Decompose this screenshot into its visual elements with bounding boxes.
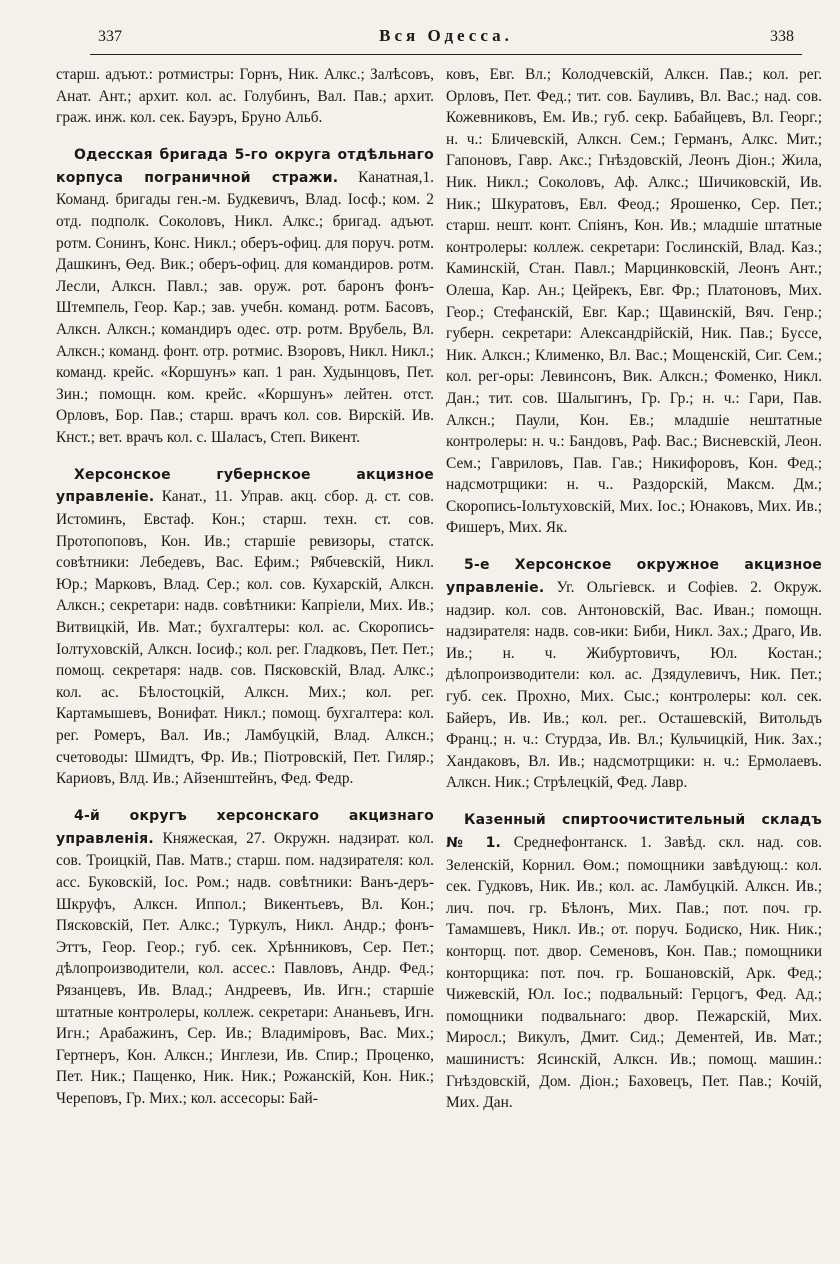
section-body: Уг. Ольгіевск. и Софіев. 2. Окруж. надзир. кол. сов. Антоновскій, Вас. Иван.; помощн. надзирателя: надв. сов-ики: Биби, Никл. Зах.; Драго, Ив. Ив.; н. ч. Жибуртовичъ, Юл. Костан.; дѣлопроизводители: кол. ас. Дзядулевичъ, Ник. Пет.; губ. сек. Прохно, Мих. Сыс.; контролеры: кол. сек. Байеръ, Ив. Ив.; кол. рег.. Осташевскій, Витольдъ Франц.; н. ч.: Стурдза, Ив. Вл.; Кульчицкій, Ник. Зах.; Хандаковъ, Вл. Ив.; надсмотрщики: н. ч.: Ермолаевъ. Алксн. Ник.; Стрѣлецкій, Фед. Лавр. bbox=[446, 579, 822, 792]
left-column bbox=[56, 64, 434, 1117]
section-heading: Одесская бригада 5-го округа отдѣльнаго корпуса пограничной стражи. bbox=[56, 147, 434, 186]
page-number-right: 338 bbox=[770, 28, 794, 45]
section-body: старш. адъют.: ротмистры: Горнъ, Ник. Алкс.; Залѣсовъ, Анат. Ант.; архит. кол. ас. Голубинъ, Вал. Пав.; архит. граж. инж. кол. сек. Бауэръ, Бруно Альб. bbox=[56, 66, 434, 127]
section-5th-district bbox=[446, 554, 822, 794]
page-number-left: 337 bbox=[98, 28, 122, 45]
right-column bbox=[446, 64, 822, 1122]
section-continued bbox=[446, 64, 822, 539]
section-heading: Херсонское губернское акцизное управленіе. bbox=[56, 466, 434, 506]
section-4th-district bbox=[56, 805, 434, 1109]
section-body: Канат., 11. Управ. акц. сбор. д. ст. сов. Истоминъ, Евстаф. Кон.; старш. техн. ст. сов. Протопоповъ, Кон. Ив.; старшіе ревизоры, статск. совѣтники: Лебедевъ, Вас. Ефим.; Рябчевскій, Никл. Юр.; Марковъ, Влад. Сер.; кол. сов. Кухарскій, Алксн. Алксн.; секретари: надв. совѣтники: Капріели, Мих. Ив.; Витвицкій, Ив. Мат.; бухгалтеры: кол. ас. Скоропись-Іолтуховскій, Алксн. Іосиф.; кол. рег. Гладковъ, Пет. Пет.; помощ. секретаря: надв. сов. Пясковскій, Влад. Алкс.; кол. ас. Бѣлостоцкій, Алксн. Мих.; кол. рег. Картамышевъ, Вонифат. Никл.; помощ. бухгалтера: кол. рег. Ромеръ, Вал. Ив.; Ламбуцкій, Влад. Алксн.; счетоводы: Шмидтъ, Фр. Ив.; Піотровскій, Пет. Гиляр.; Кариовъ, Влд. Ив.; Айзенштейнъ, Фед. Федр. bbox=[56, 488, 434, 788]
section-heading: 4-й округъ херсонскаго акцизнаго управленія. bbox=[56, 808, 434, 847]
section-border-guard bbox=[56, 144, 434, 448]
section-kherson-excise bbox=[56, 464, 434, 790]
section-body: Среднефонтанск. 1. Завѣд. скл. над. сов. Зеленскій, Корнил. Өом.; помощники завѣдующ.: кол. сек. Гудковъ, Ник. Ив.; кол. ас. Ламбуцкій. Алксн. Ив.; лич. поч. гр. Бѣлонъ, Мих. Пав.; пот. поч. гр. Тамамшевъ, Никл. Ив.; от. поруч. Бодиско, Ник. Ник.; конторщ. пот. двор. Семеновъ, Кон. Пав.; помощники конторщика: пот. поч. гр. Бошановскій, Арк. Фед.; Чижевскій, Юл. Іос.; подвальный: Герцогъ, Фед. Ад.; помощники подвальнаго: двор. Пежарскій, Мих. Миросл.; Викулъ, Дмит. Сид.; Дементей, Ив. Мат.; машинистъ: Ясинскій, Алксн. Ив.; помощ. машин.: Гнѣздовскій, Дом. Діон.; Баховецъ, Пет. Пав.; Кочій, Мих. Дан. bbox=[446, 833, 822, 1112]
section-heading: 5-е Херсонское окружное акцизное управленіе. bbox=[446, 557, 822, 597]
running-title: Вся Одесса. bbox=[379, 26, 513, 45]
section-spirit-warehouse bbox=[446, 809, 822, 1113]
section-heading: Казенный спиртоочистительный складъ № 1. bbox=[446, 812, 822, 851]
section-body: Канатная,1. Команд. бригады ген.-м. Будкевичъ, Влад. Іосф.; ком. 2 отд. подполк. Соколовъ, Никл. Алкс.; бригад. адъют. ротм. Сонинъ, Конс. Никл.; оберъ-офиц. для поруч. ротм. Дашкинъ, Өед. Вик.; оберъ-офиц. для командиров. ротм. Лесли, Алксн. Павл.; зав. оруж. рот. баронъ фонъ-Штемпель, Геор. Кар.; зав. учебн. команд. ротм. Басовъ, Алксн. Алксн.; командиръ одес. отр. ротм. Врубель, Вл. Алксн.; команд. фонт. отр. ротмис. Взоровъ, Никл. Никл.; команд. крейс. «Коршунъ» кап. 1 ран. Худынцовъ, Пет. Зин.; помощн. ком. крейс. «Коршунъ» лейтен. отст. Орловъ, Бор. Пав.; старш. врачъ кол. сов. Вирскій. Ив. Кнст.; вет. врачъ кол. с. Шаласъ, Степ. Викент. bbox=[56, 168, 434, 446]
page-header bbox=[90, 20, 802, 55]
section-continued bbox=[56, 64, 434, 129]
section-body: ковъ, Евг. Вл.; Колодчевскій, Алксн. Пав.; кол. рег. Орловъ, Пет. Фед.; тит. сов. Бауливъ, Вл. Вас.; над. сов. Кожевниковъ, Ем. Ив.; губ. секр. Бабайцевъ, Вл. Георг.; н. ч.: Бличевскій, Алксн. Сем.; Германъ, Алкс. Мит.; Гапоновъ, Гавр. Акс.; Гнѣздовскій, Леонъ Діон.; Жила, Ник. Никл.; Соколовъ, Аф. Алкс.; Шичиковскій, Ив. Ник.; Шкуратовъ, Евл. Феод.; Ярошенко, Сер. Пет.; старш. нешт. конт. Спіянъ, Кон. Ив.; младшіе штатные контролеры: коллеж. секретари: Гослинскій, Влад. Каз.; Каминскій, Стан. Павл.; Марцинковскій, Леонъ Ант.; Олеша, Кар. Ан.; Цейрекъ, Евг. Фр.; Платоновъ, Мих. Геор.; Стефанскій, Евг. Кар.; Щавинскій, Вяч. Генр.; губерн. секретари: Александрійскій, Ник. Пав.; Бyссе, Ник. Алксн.; Клименко, Вл. Вас.; Мощенскій, Сиг. Сем.; кол. рег-оры: Левинсонъ, Вик. Алксн.; Фоменко, Никл. Дан.; тит. сов. Шалыгинъ, Гр. Гр.; н. ч.: Гари, Пав. Алксн.; Паули, Кон. Ев.; младшіе нештатные контролеры: н. ч.: Бандовъ, Раф. Вас.; Висневскій, Леон. Сем.; Гавриловъ, Пав. Гав.; Никифоровъ, Кон. Фед.; надсмотрщики: н. ч.. Раздорскій, Максм. Дм.; Скоропись-Іольтуховскій, Мих. Іос.; Юнаковъ, Мих. Ив.; Фишеръ, Мих. Як. bbox=[446, 66, 822, 537]
section-body: Княжеская, 27. Окружн. надзират. кол. сов. Троицкій, Пав. Матв.; старш. пом. надзирателя: кол. асс. Буковскій, Іос. Ром.; надв. совѣтники: Ванъ-деръ-Шкруфъ, Алксн. Иппол.; Викентьевъ, Вл. Кон.; Пясковскій, Пет. Алкс.; Туркулъ, Никл. Андр.; фонъ-Эттъ, Геор. Геор.; губ. сек. Хрѣнниковъ, Сер. Пет.; дѣлопроизводители, кол. ассес.: Павловъ, Андр. Фед.; Рязанцевъ, Ив. Влад.; Андреевъ, Ив. Игн.; старшіе штатные контролеры, коллеж. секретари: Ананьевъ, Игн. Игн.; Арабажинъ, Сер. Ив.; Владиміровъ, Вас. Мих.; Гертнеръ, Кон. Алксн.; Инглези, Ив. Спир.; Проценко, Пет. Ник.; Пащенко, Ник. Ник.; Рожанскій, Кон. Ник.; Череповъ, Гр. Мих.; кол. ассесоры: Бай- bbox=[56, 829, 434, 1107]
